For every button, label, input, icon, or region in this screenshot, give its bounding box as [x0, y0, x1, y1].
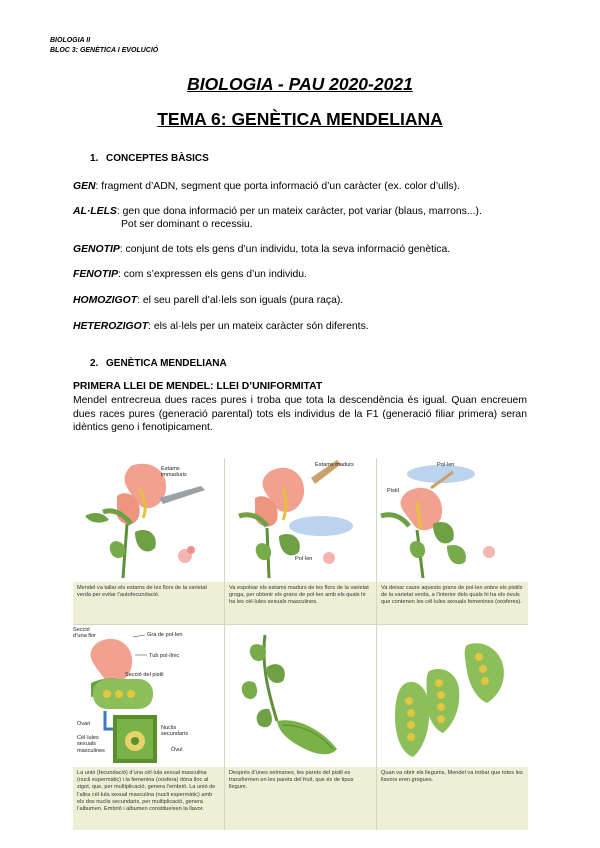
- caption-panel-1: Mendel va tallar els estams de les flors de la varietat verda per evitar l’autofecundació.: [73, 582, 224, 624]
- section-label: GENÈTICA MENDELIANA: [106, 358, 227, 369]
- definition-homozygous: [73, 294, 553, 307]
- open-pea-pods-illustration: [377, 625, 528, 767]
- label-secondary-nuclei: Nuclis secundaris: [161, 725, 189, 738]
- definition-term: HOMOZIGOT: [73, 295, 138, 306]
- caption-panel-6: Quan va obrir els llegums, Mendel va trobar que totes les llavors eren grogues.: [377, 767, 528, 830]
- page-subtitle: TEMA 6: GENÈTICA MENDELIANA: [157, 109, 443, 129]
- flower-pollen-illustration: [225, 458, 376, 582]
- panel-cut-stamens: [73, 458, 224, 582]
- panel-open-pods: [377, 625, 528, 767]
- label-pistil-section: Secció del pistil: [125, 672, 164, 678]
- definition-term: GEN: [73, 181, 96, 192]
- definition-alleles: [73, 205, 553, 231]
- definition-continuation: Pot ser dominant o recessiu.: [121, 219, 253, 230]
- document-header: [50, 36, 158, 56]
- label-immature-stamens: Estams immaduris: [161, 466, 187, 479]
- definition-text: : gen que dona informació per un mateix caràcter, pot variar (blaus, marrons...).: [116, 206, 482, 217]
- definition-text: : els al·lels per un mateix caràcter són diferents.: [148, 321, 369, 332]
- panel-pollinate-pistil: [377, 458, 528, 582]
- definition-term: GENOTIP: [73, 244, 120, 255]
- definition-text: : fragment d’ADN, segment que porta informació d’un caràcter (ex. color d’ulls).: [95, 181, 460, 192]
- pistil-pollination-illustration: [377, 458, 528, 582]
- label-pistil: Pistil: [387, 488, 399, 494]
- caption-panel-5: Després d’unes setmanes, les parets del pistil es transformen en les parets del fruit, que és de tipus llegum.: [225, 767, 376, 830]
- section-number: 2.: [90, 358, 99, 369]
- page-title: BIOLOGIA - PAU 2020-2021: [187, 74, 413, 94]
- label-mature-stamens: Estams madurs: [315, 462, 354, 468]
- section-label: CONCEPTES BÀSICS: [106, 153, 209, 164]
- label-ovule: Òvul: [171, 747, 183, 753]
- definition-heterozygous: [73, 320, 553, 333]
- caption-panel-2: Va espolsar els estams madurs de les flors de la varietat groga, per obtenir els grans de pol·len amb els quals hi ha les cèl·lules sexuals masculines.: [225, 582, 376, 624]
- definition-term: FENOTIP: [73, 269, 119, 280]
- definition-text: : conjunt de tots els gens d’un individu, tota la seva informació genètica.: [119, 244, 451, 255]
- label-pollen: Pol·len: [437, 462, 455, 468]
- label-pollen-grain: Gra de pol·len: [147, 632, 183, 638]
- panel-pod-growth: [225, 625, 376, 767]
- header-course: BIOLOGIA II: [50, 37, 91, 44]
- section-heading-basics: [90, 153, 209, 164]
- definition-term: AL·LELS: [73, 206, 117, 217]
- definition-genotype: [73, 243, 553, 256]
- section-heading-mendelian: [90, 358, 227, 369]
- mendel-experiment-figure: [73, 458, 528, 830]
- flower-scissors-illustration: [73, 458, 224, 582]
- law-title: PRIMERA LLEI DE MENDEL: LLEI D’UNIFORMITAT: [73, 381, 323, 392]
- header-block: BLOC 3: GENÈTICA I EVOLUCIÓ: [50, 47, 159, 54]
- caption-panel-3: Va deixar caure aquests grans de pol·len sobre els pistils de la varietat verda, a l’interior dels quals hi ha els òvuls que contenen les cèl·lules sexuals femenines (oosferes).: [377, 582, 528, 624]
- definition-gen: [73, 180, 553, 193]
- law-text: Mendel entrecreua dues races pures i troba que tota la descendència és igual. Quan encreuem dues races pures (generació parental) tots els individus de la F1 (generació filiar primera) seran idèntics geno i fenotipicament.: [73, 395, 527, 433]
- definition-text: : el seu parell d’al·lels son iguals (pura raça).: [137, 295, 344, 306]
- label-flower-section: Secció d’una flor: [73, 627, 97, 640]
- label-male-cells: Cèl·lules sexuals masculines: [77, 735, 105, 754]
- definition-text: : com s’expressen els gens d’un individu.: [118, 269, 307, 280]
- label-pollen-tube: Tub pol·línic: [149, 653, 180, 659]
- definition-term: HETEROZIGOT: [73, 321, 149, 332]
- section-number: 1.: [90, 153, 99, 164]
- label-oosphere: Ovari: [77, 721, 91, 727]
- label-pollen: Pol·len: [295, 556, 313, 562]
- caption-panel-4: La unió (fecundació) d’una cèl·lula sexual masculina (nucli espermàtic) i la femenina (oosfera) dóna lloc al zigot, que, per multiplicació, genera l’embrió. La unió de l’altra cèl·lula sexual masculina (nucli espermàtic) amb els dos nuclis secundaris, per multiplicació, genera l’albumen. Embrió i albumen constitueixen la llavor.: [73, 767, 224, 830]
- panel-shake-pollen: [225, 458, 376, 582]
- definition-phenotype: [73, 268, 553, 281]
- pea-pod-plant-illustration: [225, 625, 376, 767]
- panel-fertilization: [73, 625, 224, 767]
